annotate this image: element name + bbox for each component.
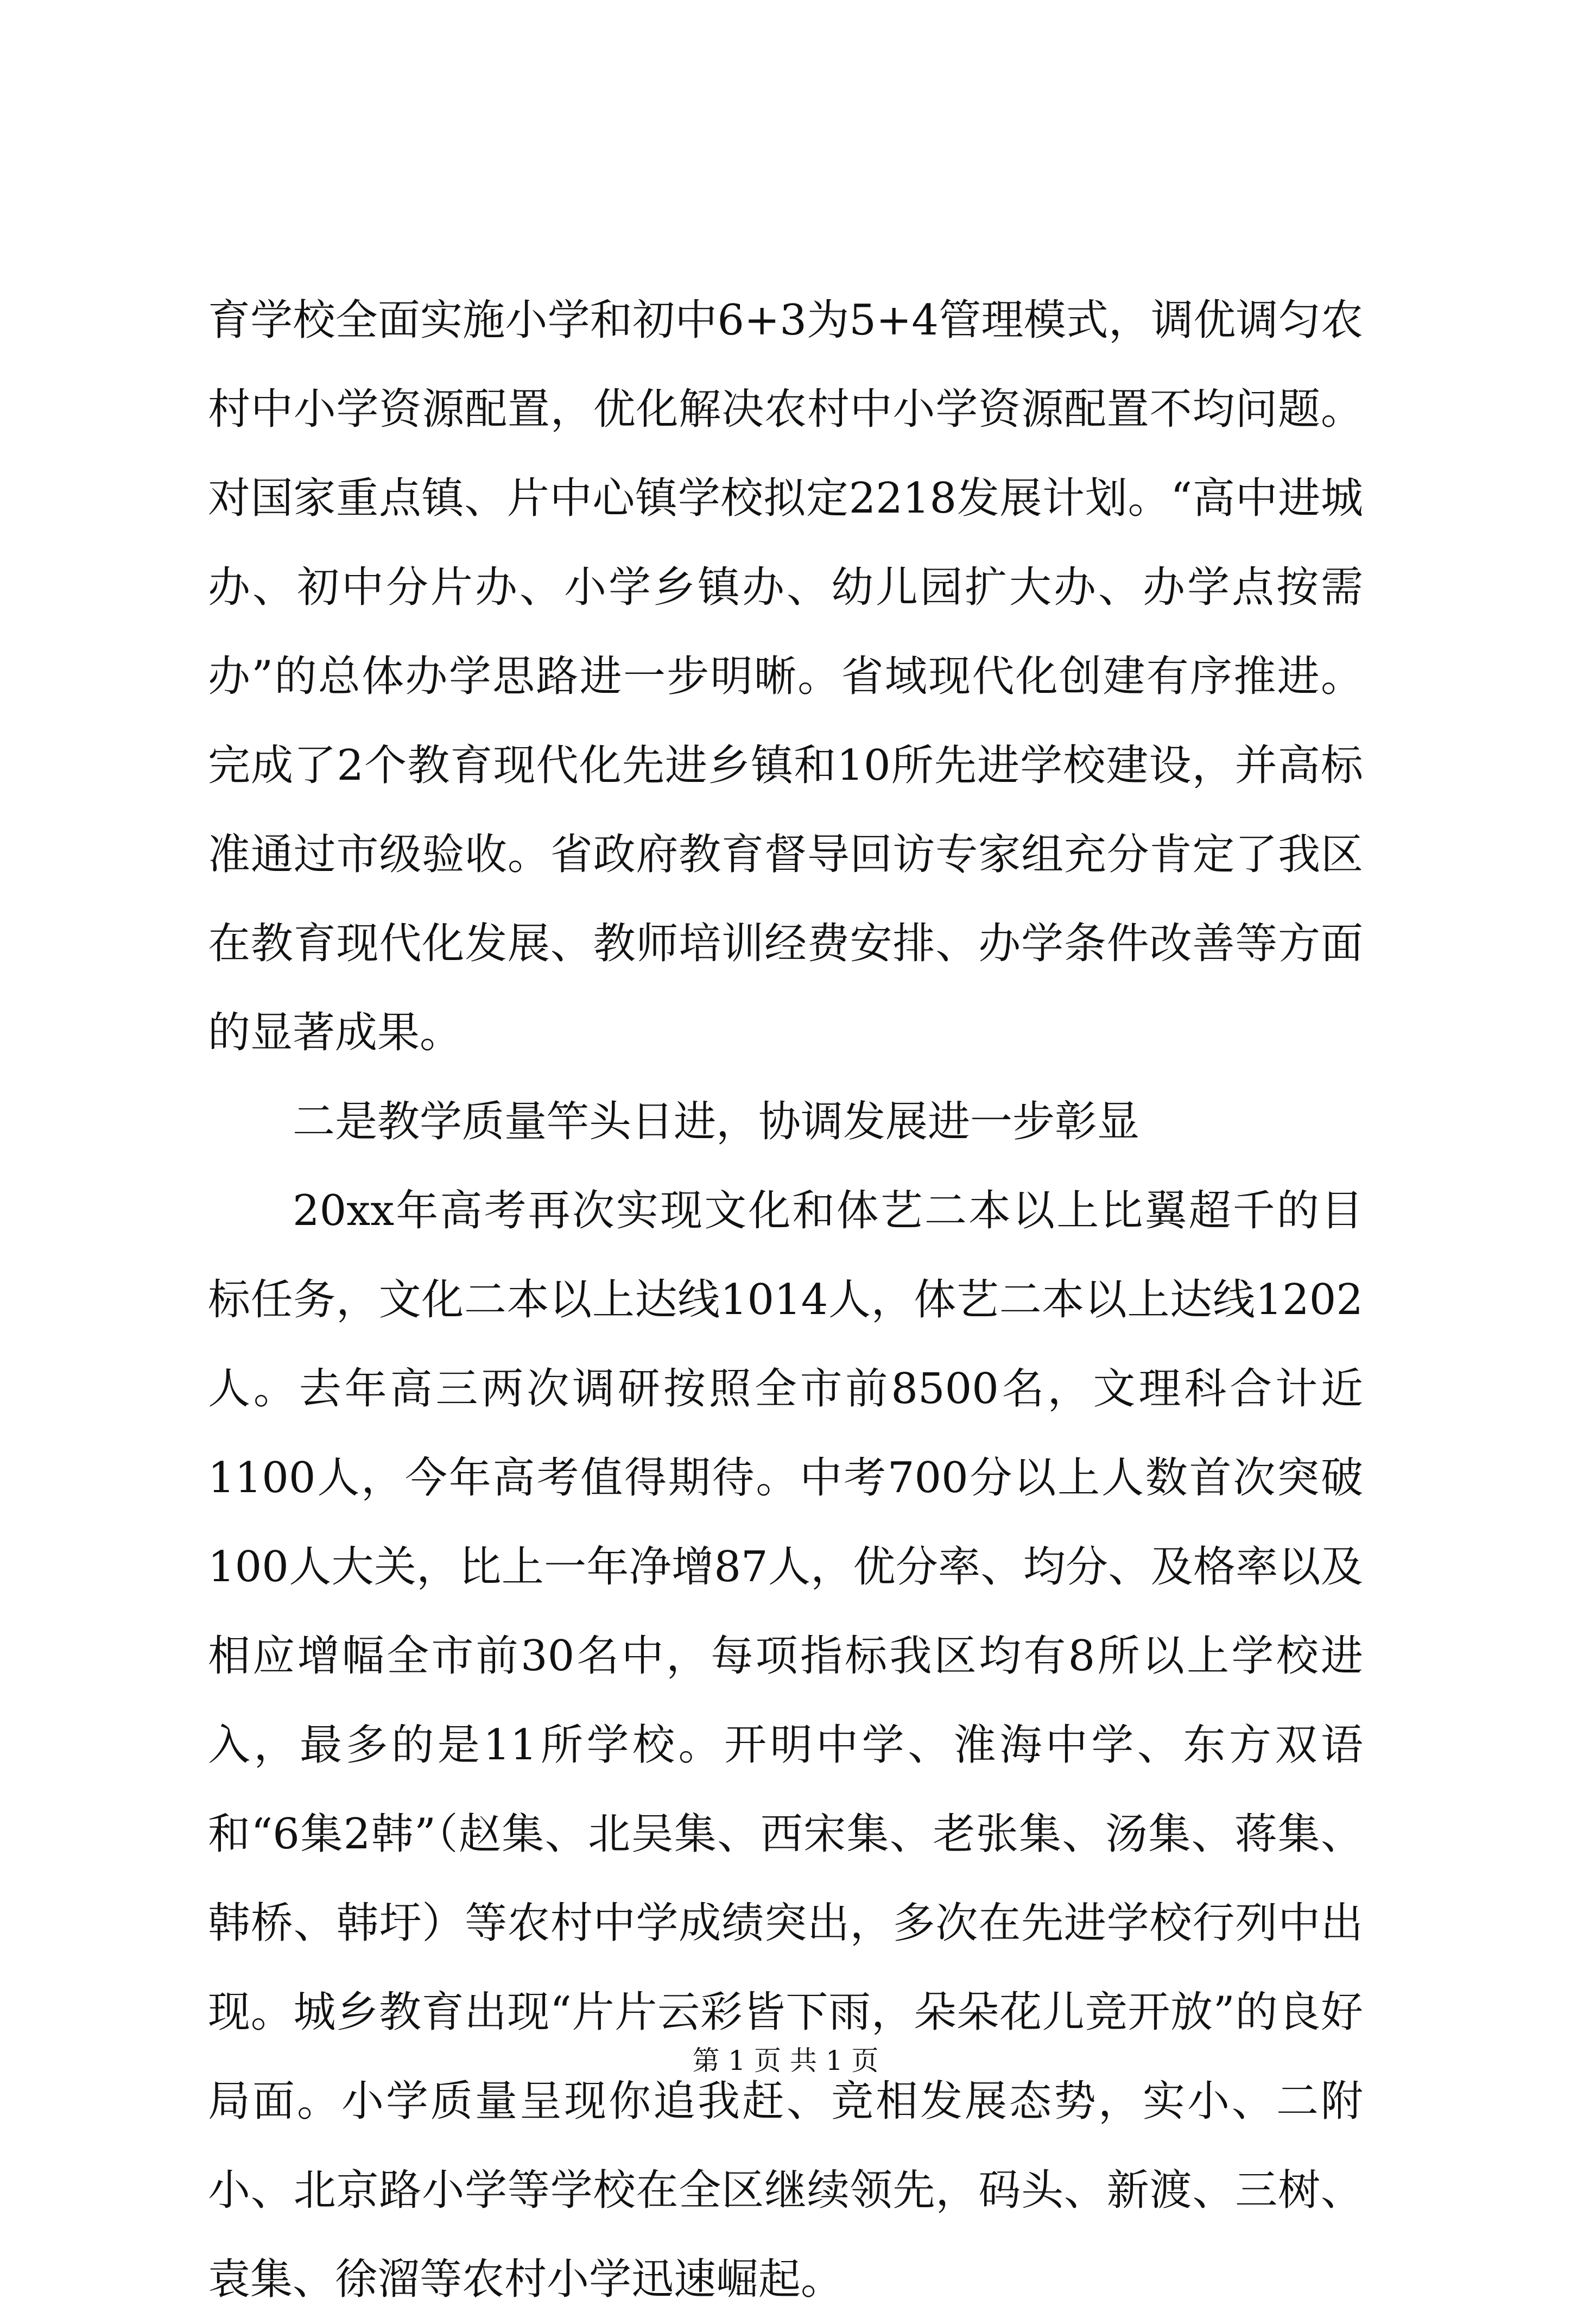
paragraph-exam-results: 20xx年高考再次实现文化和体艺二本以上比翼超千的目标任务，文化二本以上达线1014人，体艺二本以上达线1202人。去年高三两次调研按照全市前8500名，文理科合计近1100人，今年高考值得期待。中考700分以上人数首次突破100人大关，比上一年净增87人，优分率、均分、及格率以及相应增幅全市前30名中，每项指标我区均有8所以上学校进入，最多的是11所学校。开明中学、淮海中学、东方双语和“6集2韩”（赵集、北吴集、西宋集、老张集、汤集、蒋集、韩桥、韩圩）等农村中学成绩突出，多次在先进学校行列中出现。城乡教育出现“片片云彩皆下雨，朵朵花儿竞开放”的良好局面。小学质量呈现你追我赶、竞相发展态势，实小、二附小、北京路小学等学校在全区继续领先，码头、新渡、三树、袁集、徐溜等农村小学迅速崛起。: [208, 1186, 1363, 2304]
document-body: [208, 276, 1363, 2324]
section-heading: 二是教学质量竿头日进，协调发展进一步彰显: [293, 1097, 1140, 1146]
page-footer: 第 1 页 共 1 页: [692, 2045, 879, 2076]
paragraph-continuation: 育学校全面实施小学和初中6+3为5+4管理模式，调优调匀农村中小学资源配置，优化解决农村中小学资源配置不均问题。对国家重点镇、片中心镇学校拟定2218发展计划。“高中进城办、初中分片办、小学乡镇办、幼儿园扩大办、办学点按需办”的总体办学思路进一步明晰。省域现代化创建有序推进。完成了2个教育现代化先进乡镇和10所先进学校建设，并高标准通过市级验收。省政府教育督导回访专家组充分肯定了我区在教育现代化发展、教师培训经费安排、办学条件改善等方面的显著成果。: [208, 296, 1363, 1057]
